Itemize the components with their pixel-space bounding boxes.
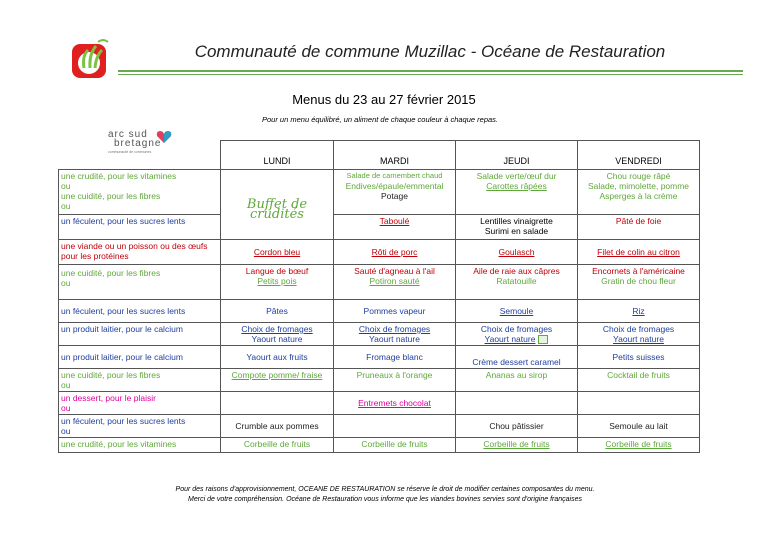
title-rule-thin: [118, 74, 743, 75]
menu-item: Salade de camembert chaud: [346, 171, 443, 180]
menu-item: Aile de raie aux câpres: [473, 266, 560, 276]
menu-item: Choix de fromages: [480, 324, 553, 334]
footer-line-2: Merci de votre compréhension. Océane de Restauration vous informe que les viandes bovines servies sont d'origine françaises: [188, 496, 582, 503]
menu-item: Yaourt nature: [251, 334, 303, 344]
label-crudite: une crudité, pour les vitamines: [59, 438, 221, 453]
table-row: [59, 300, 700, 323]
menu-item: Compote pomme/ fraise: [221, 369, 334, 392]
menu-item: Fromage blanc: [334, 346, 456, 369]
menu-item: Pâtes: [221, 300, 334, 323]
day-vendredi: VENDREDI: [578, 141, 700, 170]
table-row: [59, 240, 700, 265]
empty-cell: [456, 392, 578, 415]
menu-dates: Menus du 23 au 27 février 2015: [292, 92, 476, 107]
label-feculent: un féculent, pour les sucres lents: [61, 416, 186, 427]
menu-table: [58, 140, 700, 453]
menu-item: Potiron sauté: [369, 276, 420, 286]
jeudi-fromage: [456, 323, 578, 346]
label-viande: une viande ou un poisson ou des œufs pour les protéines: [59, 240, 221, 265]
menu-item: Pruneaux à l'orange: [334, 369, 456, 392]
vendredi-entree: [578, 170, 700, 215]
day-mardi: MARDI: [334, 141, 456, 170]
label-cuidite: une cuidité, pour les fibres: [61, 370, 161, 381]
table-row: [59, 415, 700, 438]
day-jeudi: JEUDI: [456, 141, 578, 170]
menu-item: Semoule au lait: [578, 415, 700, 438]
menu-item: Salade, mimolette, pomme: [587, 181, 690, 191]
row-label: [59, 265, 221, 300]
label-laitier: un produit laitier, pour le calcium: [59, 346, 221, 369]
menu-item: Corbeille de fruits: [221, 438, 334, 453]
empty-cell: [578, 392, 700, 415]
row-label: [59, 392, 221, 415]
menu-item: Lentilles vinaigrette: [480, 216, 553, 226]
empty-cell: [334, 415, 456, 438]
row-label: [59, 369, 221, 392]
menu-item: Chou rouge râpé: [606, 171, 671, 181]
menu-item: Gratin de chou fleur: [601, 276, 676, 286]
table-row: [59, 438, 700, 453]
footer-line-1: Pour des raisons d'approvisionnement, OCEANE DE RESTAURATION se réserve le droit de modifier certaines composantes du menu.: [175, 486, 595, 493]
label-ou: ou: [61, 278, 71, 288]
menu-item: Sauté d'agneau à l'ail: [354, 266, 435, 276]
menu-item: Choix de fromages: [602, 324, 675, 334]
menu-item: Crumble aux pommes: [221, 415, 334, 438]
title-rule: [118, 70, 743, 72]
menu-item: Potage: [381, 191, 408, 201]
oceane-logo-icon: [70, 36, 114, 80]
menu-item: Pâté de foie: [578, 215, 700, 240]
arc-logo-line-2: bretagne: [114, 138, 162, 149]
row-label: [59, 415, 221, 438]
menu-item: Ratatouille: [496, 276, 537, 286]
jeudi-entree-2: [456, 215, 578, 240]
bio-label-icon: [538, 335, 548, 344]
label-cuidite: une cuidité, pour les fibres: [61, 268, 161, 278]
menu-item: Choix de fromages: [241, 324, 313, 334]
table-row: [59, 265, 700, 300]
page-title: Communauté de commune Muzillac - Océane de Restauration: [194, 42, 666, 61]
menu-item: Yaourt nature: [613, 334, 664, 344]
label-ou: ou: [61, 403, 71, 414]
menu-item: Cocktail de fruits: [578, 369, 700, 392]
lundi-plat: [221, 265, 334, 300]
buffet-crudites: Buffet de crudités: [246, 196, 308, 222]
label-ou: ou: [61, 426, 71, 437]
menu-item: Cordon bleu: [221, 240, 334, 265]
menu-item: Entremets chocolat: [334, 392, 456, 415]
menu-item: Pommes vapeur: [334, 300, 456, 323]
menu-item: Choix de fromages: [358, 324, 431, 334]
label-feculent: un féculent, pour les sucres lents: [59, 215, 221, 240]
mardi-fromage: [334, 323, 456, 346]
empty-cell: [221, 392, 334, 415]
menu-item: Yaourt aux fruits: [221, 346, 334, 369]
menu-item: Taboulé: [334, 215, 456, 240]
label-crudite: une crudité, pour les vitamines: [61, 171, 177, 181]
menu-item: Corbeille de fruits: [334, 438, 456, 453]
vendredi-plat: [578, 265, 700, 300]
label-ou: ou: [61, 201, 71, 211]
menu-item: Corbeille de fruits: [578, 438, 700, 453]
label-ou: ou: [61, 380, 71, 391]
row-label: [59, 170, 221, 215]
menu-item: Petits pois: [257, 276, 297, 286]
jeudi-entree: [456, 170, 578, 215]
label-laitier: un produit laitier, pour le calcium: [59, 323, 221, 346]
lundi-fromage: [221, 323, 334, 346]
menu-item: Riz: [578, 300, 700, 323]
table-row: [59, 170, 700, 215]
label-ou: ou: [61, 181, 71, 191]
menu-item: Yaourt nature: [484, 334, 536, 344]
table-row: [59, 323, 700, 346]
menu-item: Yaourt nature: [369, 334, 420, 344]
menu-item: Salade verte/œuf dur: [476, 171, 557, 181]
table-row: [59, 215, 700, 240]
balance-note: Pour un menu équilibré, un aliment de chaque couleur à chaque repas.: [262, 115, 498, 124]
menu-item: Carottes râpées: [486, 181, 547, 191]
menu-item: Semoule: [456, 300, 578, 323]
mardi-entree: [334, 170, 456, 215]
table-header-row: [59, 141, 700, 170]
jeudi-plat: [456, 265, 578, 300]
mardi-plat: [334, 265, 456, 300]
menu-item: Rôti de porc: [334, 240, 456, 265]
table-row: [59, 346, 700, 369]
menu-item: Corbeille de fruits: [456, 438, 578, 453]
table-row: [59, 369, 700, 392]
label-dessert: un dessert, pour le plaisir: [61, 393, 156, 404]
table-row: [59, 392, 700, 415]
arc-logo-line-3: communauté de communes: [108, 150, 152, 154]
footer-note: [60, 485, 710, 505]
lundi-entree: [221, 170, 334, 240]
menu-item: Filet de colin au citron: [578, 240, 700, 265]
menu-item: Ananas au sirop: [456, 369, 578, 392]
vendredi-fromage: [578, 323, 700, 346]
menu-item: Langue de bœuf: [245, 266, 309, 276]
menu-item: Goulasch: [456, 240, 578, 265]
arc-logo-line-1: arc sud: [108, 129, 148, 140]
menu-item: Encornets à l'américaine: [592, 266, 685, 276]
menu-item: Endives/épaule/emmental: [345, 181, 444, 191]
label-feculent: un féculent, pour les sucres lents: [59, 300, 221, 323]
menu-item: Surimi en salade: [484, 226, 549, 236]
menu-item: Petits suisses: [578, 346, 700, 369]
menu-item: Asperges à la crème: [599, 191, 678, 201]
header-blank: [59, 141, 221, 170]
label-cuidite: une cuidité, pour les fibres: [61, 191, 161, 201]
menu-item: Chou pâtissier: [456, 415, 578, 438]
menu-item: Crème dessert caramel: [456, 346, 578, 369]
day-lundi: LUNDI: [221, 141, 334, 170]
